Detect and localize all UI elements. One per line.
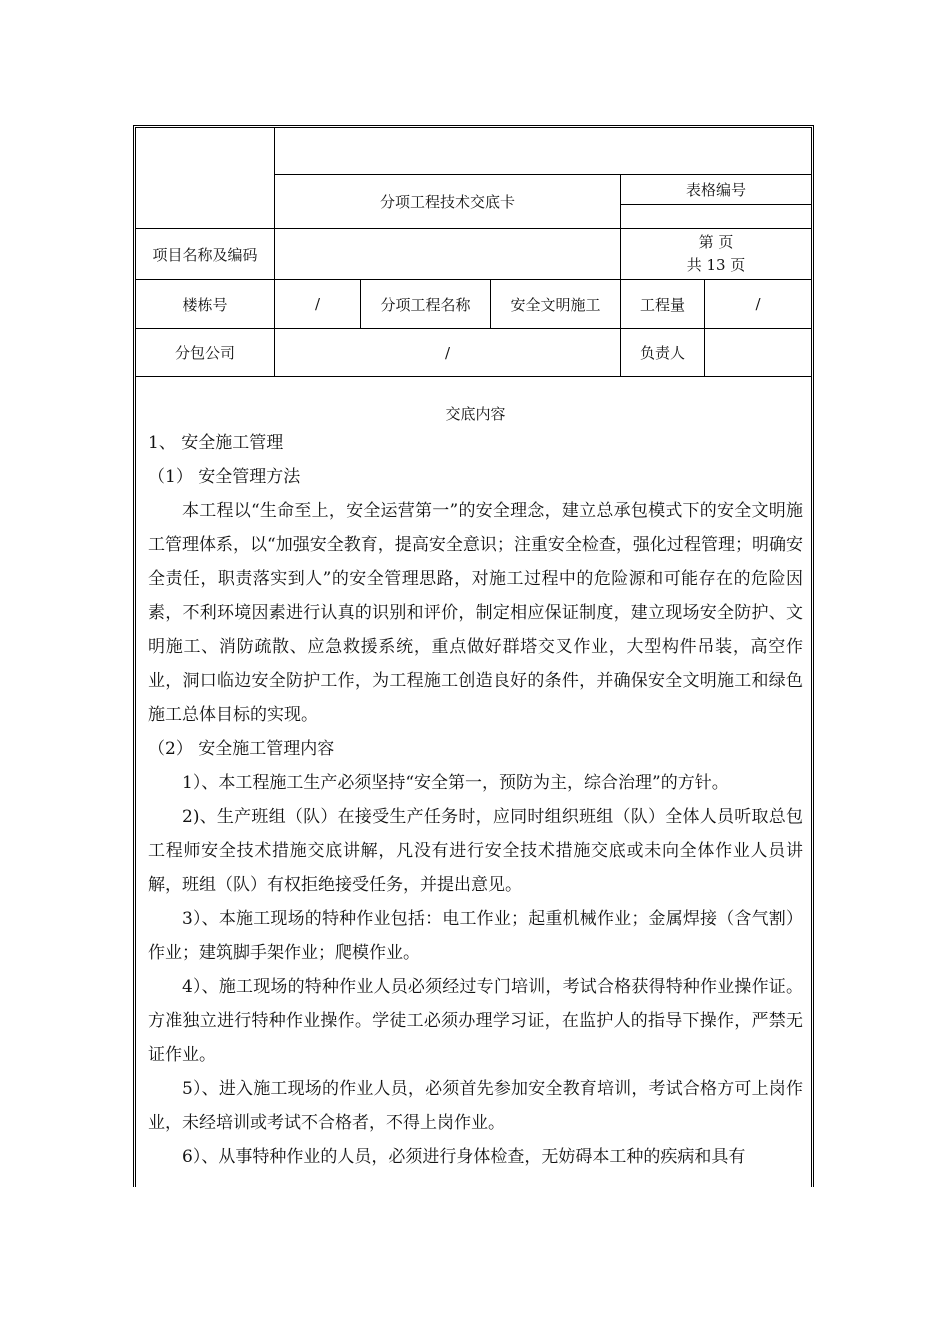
content-title: 交底内容 bbox=[445, 405, 506, 423]
form-title: 分项工程技术交底卡 bbox=[379, 193, 515, 211]
subcontractor-label: 分包公司 bbox=[174, 344, 235, 362]
paragraph: 本工程以“生命至上，安全运营第一”的安全理念，建立总承包模式下的安全文明施工管理体系，以“加强安全教育，提高安全意识；注重安全检查，强化过程管理；明确安全责任，职责落实到人”的安全管理思路，对施工过程中的危险源和可能存在的危险因素，不利环境因素进行认真的识别和评价，制定相应保证制度，建立现场安全防护、文明施工、消防疏散、应急救援系统，重点做好群塔交叉作业，大型构件吊装，高空作业，洞口临边安全防护工作，为工程施工创造良好的条件，并确保安全文明施工和绿色施工总体目标的实现。 bbox=[148, 501, 803, 725]
subsection-heading: （2） 安全施工管理内容 bbox=[148, 739, 335, 759]
form-number-value bbox=[621, 205, 811, 228]
disclosure-form bbox=[133, 125, 814, 1187]
subsection-heading: （1） 安全管理方法 bbox=[148, 467, 301, 487]
form-number-label: 表格编号 bbox=[685, 181, 746, 199]
quantity-value: / bbox=[755, 295, 761, 313]
paragraph: 5）、进入施工现场的作业人员，必须首先参加安全教育培训，考试合格方可上岗作业，未经培训或考试不合格者，不得上岗作业。 bbox=[148, 1079, 803, 1133]
paragraph: 1）、本工程施工生产必须坚持“安全第一，预防为主，综合治理”的方针。 bbox=[182, 773, 729, 793]
disclosure-content bbox=[148, 402, 803, 1174]
person-in-charge-value bbox=[705, 329, 811, 376]
section-heading: 1、 安全施工管理 bbox=[148, 433, 284, 453]
paragraph: 2)、生产班组（队）在接受生产任务时，应同时组织班组（队）全体人员听取总包工程师安全技术措施交底讲解，凡没有进行安全技术措施交底或未向全体作业人员讲解，班组（队）有权拒绝接受任务，并提出意见。 bbox=[148, 807, 803, 895]
project-name-value bbox=[275, 229, 620, 279]
paragraph: 6）、从事特种作业的人员，必须进行身体检查，无妨碍本工种的疾病和具有 bbox=[182, 1147, 746, 1167]
person-in-charge-label: 负责人 bbox=[639, 344, 685, 362]
quantity-label: 工程量 bbox=[639, 295, 685, 314]
paragraph: 4）、施工现场的特种作业人员必须经过专门培训，考试合格获得特种作业操作证。方准独立进行特种作业操作。学徒工必须办理学习证，在监护人的指导下操作，严禁无证作业。 bbox=[148, 977, 803, 1065]
building-value: / bbox=[314, 295, 321, 313]
subitem-name-value: 安全文明施工 bbox=[510, 295, 601, 314]
page-info bbox=[621, 229, 811, 279]
rule bbox=[136, 376, 811, 377]
subitem-name-label: 分项工程名称 bbox=[380, 295, 471, 314]
subcontractor-value: / bbox=[444, 343, 451, 362]
page-total: 共 13 页 bbox=[686, 256, 746, 274]
paragraph: 3）、本施工现场的特种作业包括：电工作业；起重机械作业；金属焊接（含气割）作业；建筑脚手架作业；爬模作业。 bbox=[148, 909, 803, 963]
building-label: 楼栋号 bbox=[182, 295, 228, 314]
project-name-label: 项目名称及编码 bbox=[152, 245, 258, 264]
page-current: 第 页 bbox=[698, 233, 734, 251]
